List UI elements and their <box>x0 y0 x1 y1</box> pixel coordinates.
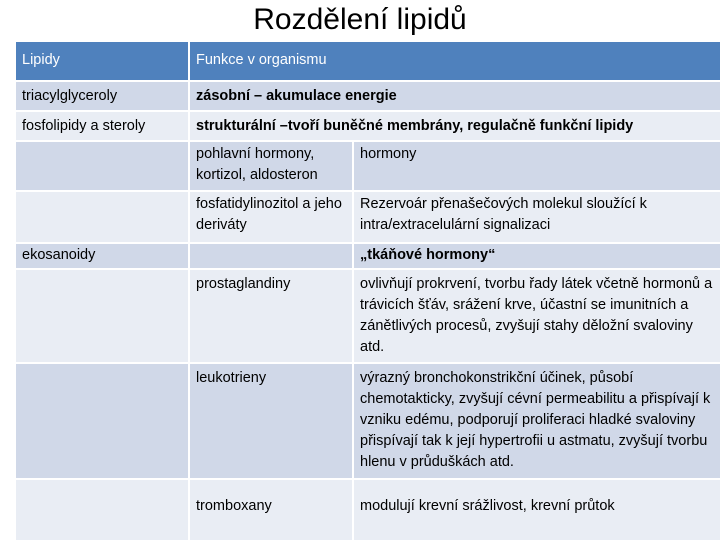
row-fosfatidyl-function: Rezervoár přenašečových molekul sloužící k intra/extracelulární signalizaci <box>354 192 720 242</box>
row-triacylglyceroly-function: zásobní – akumulace energie <box>190 82 720 110</box>
row-prostaglandiny-function: ovlivňují prokrvení, tvorbu řady látek včetně hormonů a trávicích šťáv, srážení krve, účastní se imunitních a zánětlivých procesů, zvyšují stahy děložní svaloviny atd. <box>354 270 720 362</box>
row-fosfolipidy-function: strukturální –tvoří buněčné membrány, regulačně funkční lipidy <box>190 112 720 140</box>
row-fosfolipidy-name: fosfolipidy a steroly <box>16 112 188 140</box>
row-leukotrieny-function: výrazný bronchokonstrikční účinek, působí chemotakticky, zvyšují cévní permeabilitu a přispívají k vzniku edému, podporují proliferaci hladké svaloviny přispívají tak k její hypertrofii u astmatu, zvyšují tvorbu hlenu v průduškách atd. <box>354 364 720 478</box>
row-hormony-function: hormony <box>354 142 720 190</box>
row-ekosanoidy-name: ekosanoidy <box>16 244 188 268</box>
row-ekosanoidy-function: „tkáňové hormony“ <box>354 244 720 268</box>
row-tromboxany-empty <box>16 480 188 540</box>
row-fosfatidyl-empty <box>16 192 188 242</box>
row-leukotrieny-sub: leukotrieny <box>190 364 352 478</box>
slide-title: Rozdělení lipidů <box>253 3 467 36</box>
row-ekosanoidy-middle <box>190 244 352 268</box>
header-lipidy: Lipidy <box>16 42 188 80</box>
row-prostaglandiny-empty <box>16 270 188 362</box>
row-tromboxany-sub: tromboxany <box>190 480 352 540</box>
row-hormony-empty <box>16 142 188 190</box>
row-hormony-sub: pohlavní hormony, kortizol, aldosteron <box>190 142 352 190</box>
row-tromboxany-function: modulují krevní srážlivost, krevní průtok <box>354 480 720 540</box>
row-fosfatidyl-sub: fosfatidylinozitol a jeho deriváty <box>190 192 352 242</box>
row-prostaglandiny-sub: prostaglandiny <box>190 270 352 362</box>
row-triacylglyceroly-name: triacylglyceroly <box>16 82 188 110</box>
row-leukotrieny-empty <box>16 364 188 478</box>
header-funkce: Funkce v organismu <box>190 42 720 80</box>
